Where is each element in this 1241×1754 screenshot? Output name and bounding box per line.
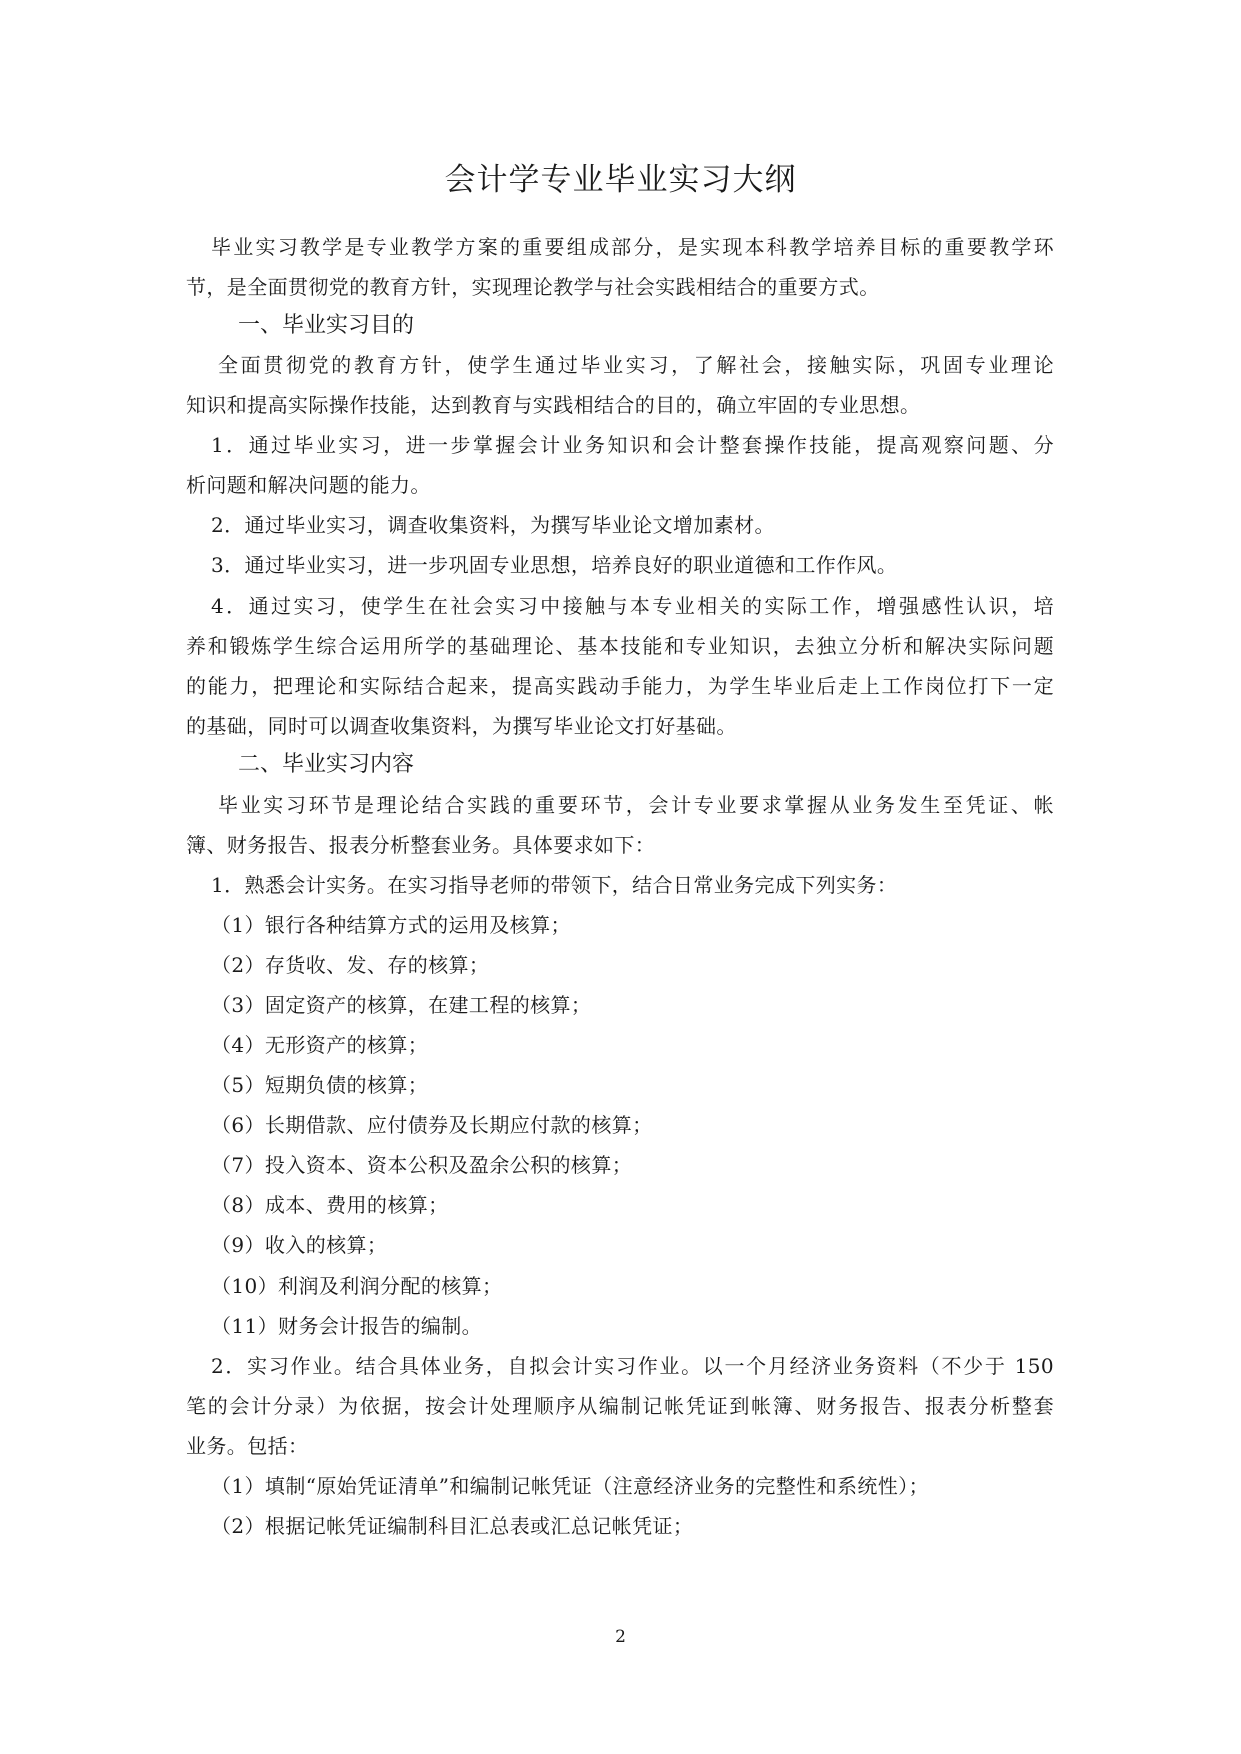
content-subitem-7: （7）投入资本、资本公积及盈余公积的核算；: [211, 1153, 633, 1177]
intro-line-1: 毕业实习教学是专业教学方案的重要组成部分，是实现本科教学培养目标的重要教学环: [211, 235, 1054, 259]
purpose-item-3: 3．通过毕业实习，进一步巩固专业思想，培养良好的职业道德和工作作风。: [211, 553, 898, 577]
section-heading-content: 二、毕业实习内容: [238, 752, 415, 777]
content-item-2-line-1: 2．实习作业。结合具体业务，自拟会计实习作业。以一个月经济业务资料（不少于 150: [211, 1354, 1054, 1378]
purpose-item-1-line-1: 1．通过毕业实习，进一步掌握会计业务知识和会计整套操作技能，提高观察问题、分: [211, 433, 1054, 457]
content-subitem-10: （10）利润及利润分配的核算；: [211, 1274, 503, 1298]
purpose-item-4-line-1: 4．通过实习，使学生在社会实习中接触与本专业相关的实际工作，增强感性认识，培: [211, 594, 1054, 618]
content-subitem-6: （6）长期借款、应付债券及长期应付款的核算；: [211, 1113, 653, 1137]
section-heading-purpose: 一、毕业实习目的: [238, 313, 415, 338]
purpose-item-2: 2．通过毕业实习，调查收集资料，为撰写毕业论文增加素材。: [211, 513, 775, 537]
content-subitem-2: （2）存货收、发、存的核算；: [211, 953, 490, 977]
content-subitem-1: （1）银行各种结算方式的运用及核算；: [211, 913, 571, 937]
content-subitem-5: （5）短期负债的核算；: [211, 1073, 429, 1097]
content-paragraph-line-2: 簿、财务报告、报表分析整套业务。具体要求如下：: [186, 833, 656, 857]
purpose-paragraph-line-2: 知识和提高实际操作技能，达到教育与实践相结合的目的，确立牢固的专业思想。: [186, 393, 921, 417]
content-item-2-line-3: 业务。包括：: [186, 1434, 309, 1458]
content-task-2: （2）根据记帐凭证编制科目汇总表或汇总记帐凭证；: [211, 1514, 694, 1538]
page-number: 2: [615, 1627, 626, 1647]
intro-line-2: 节，是全面贯彻党的教育方针，实现理论教学与社会实践相结合的重要方式。: [186, 275, 880, 299]
content-item-2-line-2: 笔的会计分录）为依据，按会计处理顺序从编制记帐凭证到帐簿、财务报告、报表分析整套: [186, 1394, 1054, 1418]
document-title: 会计学专业毕业实习大纲: [444, 162, 797, 198]
purpose-item-4-line-4: 的基础，同时可以调查收集资料，为撰写毕业论文打好基础。: [186, 714, 737, 738]
content-subitem-9: （9）收入的核算；: [211, 1233, 388, 1257]
purpose-item-4-line-2: 养和锻炼学生综合运用所学的基础理论、基本技能和专业知识，去独立分析和解决实际问题: [186, 634, 1054, 658]
content-paragraph-line-1: 毕业实习环节是理论结合实践的重要环节，会计专业要求掌握从业务发生至凭证、帐: [218, 793, 1054, 817]
content-task-1: （1）填制“原始凭证清单”和编制记帐凭证（注意经济业务的完整性和系统性）；: [211, 1474, 929, 1498]
content-subitem-8: （8）成本、费用的核算；: [211, 1193, 449, 1217]
content-item-1: 1．熟悉会计实务。在实习指导老师的带领下，结合日常业务完成下列实务：: [211, 873, 898, 897]
purpose-item-4-line-3: 的能力，把理论和实际结合起来，提高实践动手能力，为学生毕业后走上工作岗位打下一定: [186, 674, 1054, 698]
content-subitem-11: （11）财务会计报告的编制。: [211, 1314, 483, 1338]
purpose-paragraph-line-1: 全面贯彻党的教育方针，使学生通过毕业实习，了解社会，接触实际，巩固专业理论: [218, 353, 1054, 377]
content-subitem-4: （4）无形资产的核算；: [211, 1033, 429, 1057]
purpose-item-1-line-2: 析问题和解决问题的能力。: [186, 473, 431, 497]
content-subitem-3: （3）固定资产的核算，在建工程的核算；: [211, 993, 592, 1017]
